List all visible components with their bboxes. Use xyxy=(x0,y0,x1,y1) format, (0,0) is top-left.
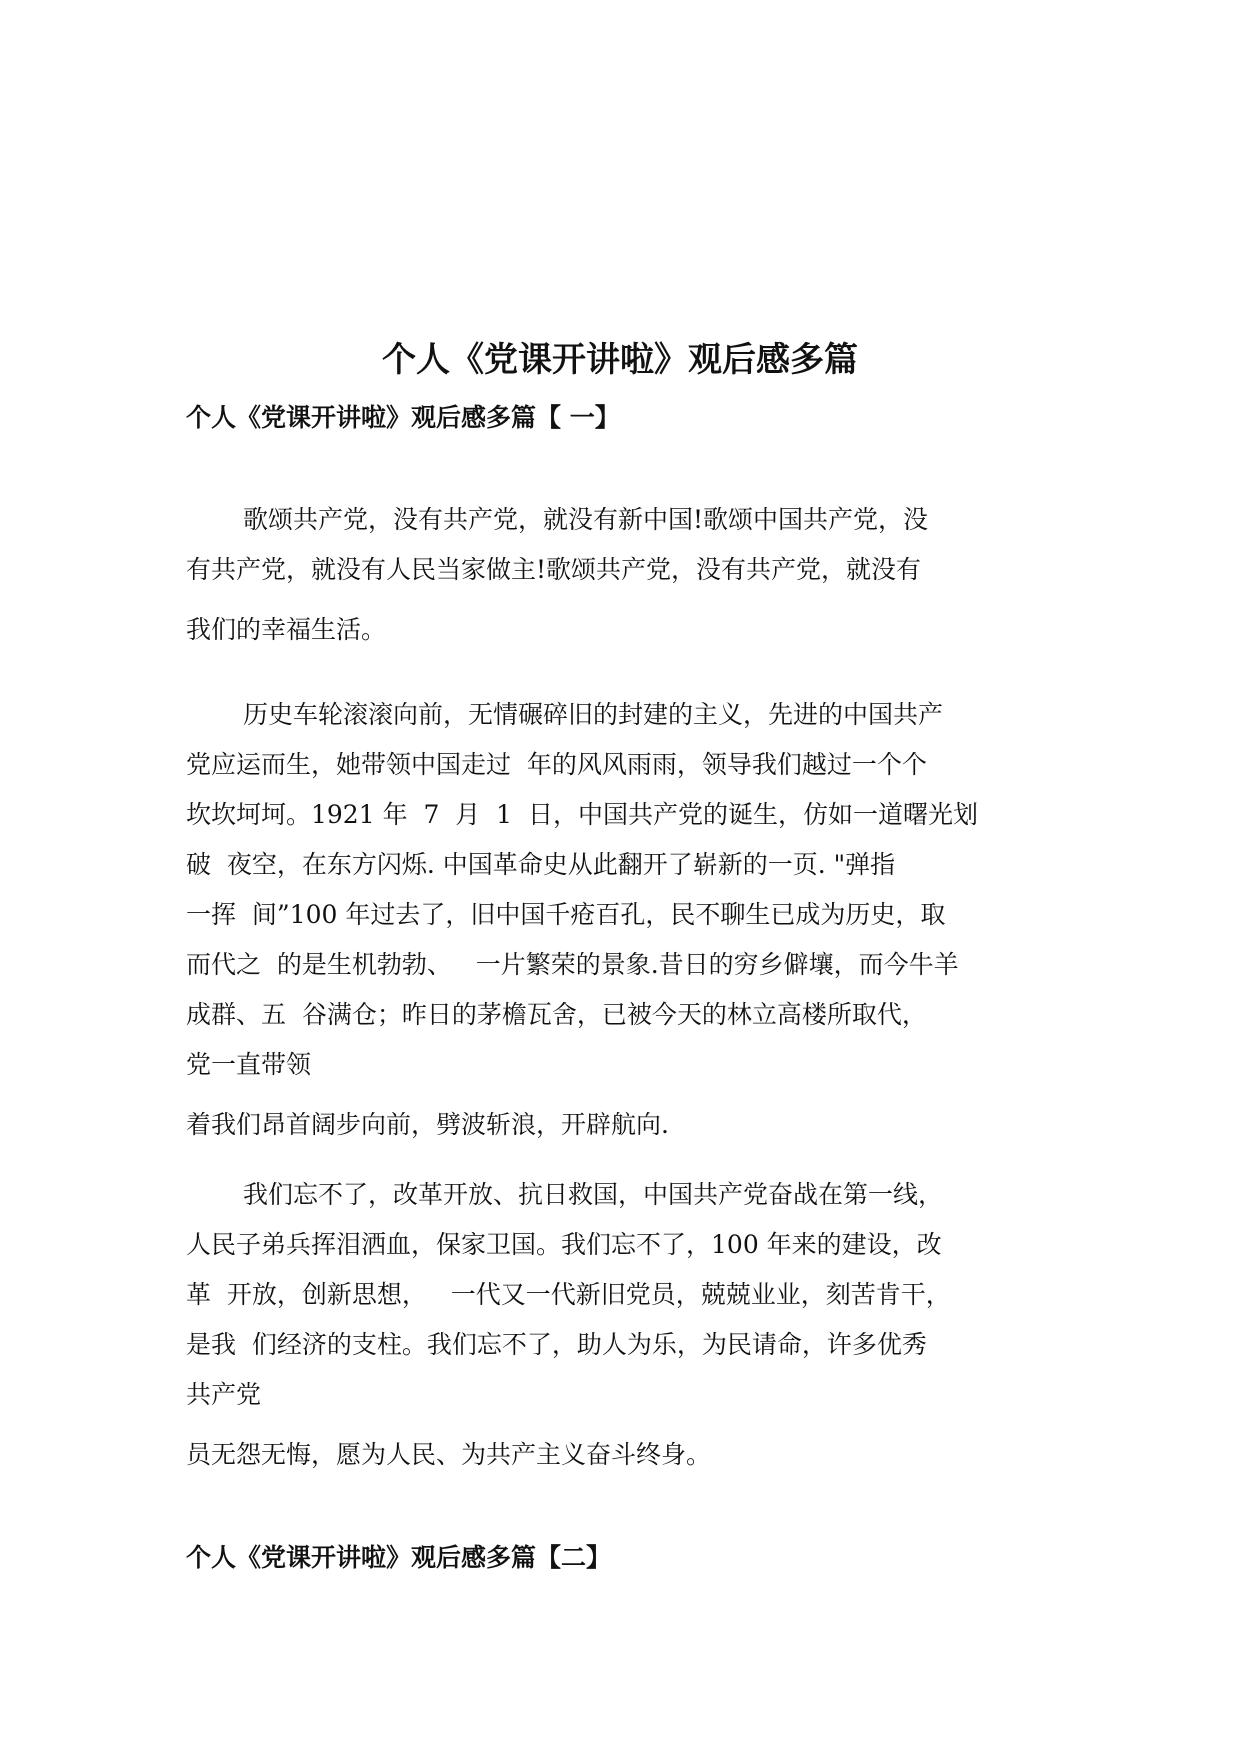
paragraph-line: 历史车轮滚滚向前，无情碾碎旧的封建的主义，先进的中国共产 xyxy=(243,700,944,729)
paragraph-3 xyxy=(186,1170,1066,1480)
paragraph-line: 共产党 xyxy=(186,1380,262,1409)
paragraph-line: 成群、五 谷满仓；昨日的茅檐瓦舍，已被今天的林立高楼所取代， xyxy=(186,1000,927,1029)
paragraph-line: 我们的幸福生活。 xyxy=(186,615,387,644)
paragraph-line: 破 夜空，在东方闪烁. 中国革命史从此翻开了崭新的一页. "弹指 xyxy=(186,850,896,879)
paragraph-line: 而代之 的是生机勃勃、 一片繁荣的景象.昔日的穷乡僻壤，而今牛羊 xyxy=(186,950,959,979)
section-heading-2: 个人《党课开讲啦》观后感多篇【二】 xyxy=(186,1543,612,1572)
paragraph-1 xyxy=(186,495,1066,655)
paragraph-line: 着我们昂首阔步向前，劈波斩浪，开辟航向. xyxy=(186,1110,669,1139)
paragraph-line: 党一直带领 xyxy=(186,1050,312,1079)
paragraph-line: 是我 们经济的支柱。我们忘不了，助人为乐，为民请命，许多优秀 xyxy=(186,1330,927,1359)
paragraph-line: 一挥 间”100 年过去了，旧中国千疮百孔，民不聊生已成为历史，取 xyxy=(186,900,946,929)
paragraph-line: 有共产党，就没有人民当家做主!歌颂共产党，没有共产党，就没有 xyxy=(186,555,922,584)
paragraph-line: 党应运而生，她带领中国走过 年的风风雨雨，领导我们越过一个个 xyxy=(186,750,927,779)
paragraph-2 xyxy=(186,690,1066,1150)
document-title: 个人《党课开讲啦》观后感多篇 xyxy=(382,340,858,380)
paragraph-line: 员无怨无悔，愿为人民、为共产主义奋斗终身。 xyxy=(186,1440,712,1469)
section-heading-1: 个人《党课开讲啦》观后感多篇【 一】 xyxy=(186,403,620,432)
paragraph-line: 我们忘不了，改革开放、抗日救国，中国共产党奋战在第一线， xyxy=(243,1180,944,1209)
paragraph-line: 革 开放，创新思想， 一代又一代新旧党员，兢兢业业，刻苦肯干， xyxy=(186,1280,951,1309)
paragraph-line: 歌颂共产党，没有共产党，就没有新中国!歌颂中国共产党，没 xyxy=(243,505,929,534)
paragraph-line: 人民子弟兵挥泪洒血，保家卫国。我们忘不了，100 年来的建设，改 xyxy=(186,1230,942,1259)
paragraph-line: 坎坎坷坷。1921 年 7 月 1 日，中国共产党的诞生，仿如一道曙光划 xyxy=(186,800,978,829)
